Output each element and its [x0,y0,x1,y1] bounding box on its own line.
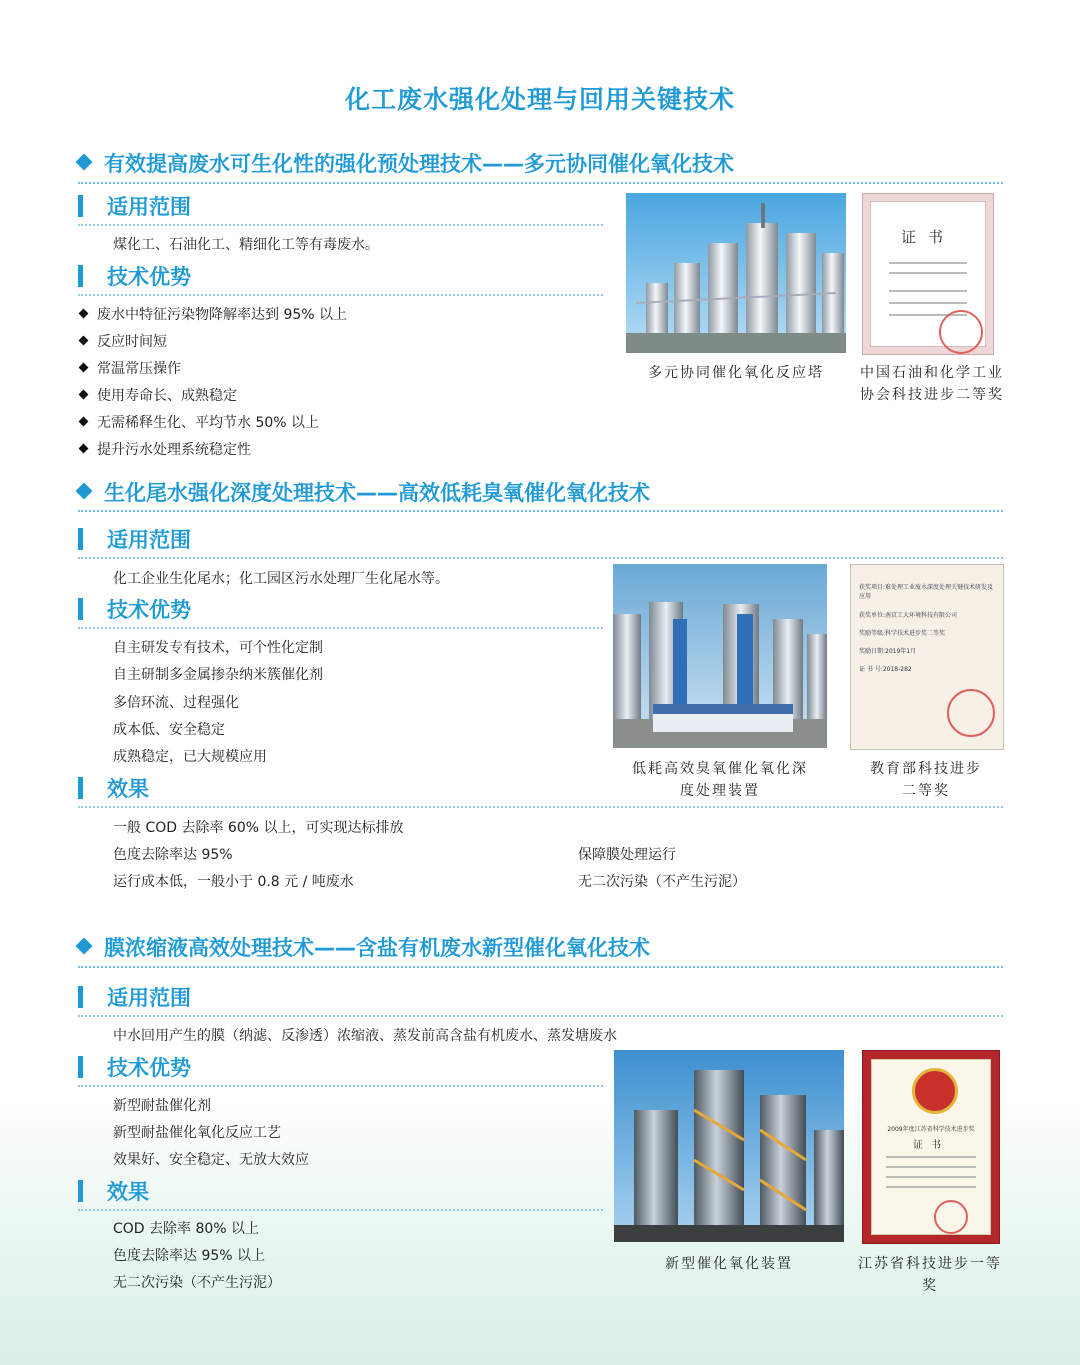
effect-item: COD 去除率 80% 以上 [113,1221,260,1237]
list-item: 自主研制多金属掺杂纳米簇催化剂 [113,667,323,683]
section-3-heading: 膜浓缩液高效处理技术——含盐有机废水新型催化氧化技术 [78,932,650,962]
bar-icon [78,1180,83,1202]
cert-title: 证书 [900,228,955,246]
section-3-scope-text: 中水回用产生的膜（纳滤、反渗透）浓缩液、蒸发前高含盐有机废水、蒸发塘废水 [113,1028,617,1044]
section-2-scope-text: 化工企业生化尾水；化工园区污水处理厂生化尾水等。 [113,571,449,587]
award-certificate [862,1050,1000,1244]
divider [78,1085,603,1087]
effect-item: 保障膜处理运行 [578,847,676,863]
bar-icon [78,1056,83,1078]
bullet-icon [79,417,89,427]
emblem-icon [912,1068,958,1114]
effect-item: 色度去除率达 95% 以上 [113,1248,266,1264]
divider [78,806,1003,808]
photo-caption: 多元协同催化氧化反应塔 [648,365,824,381]
seal-icon [934,1200,968,1234]
list-item: 效果好、安全稳定、无放大效应 [113,1152,309,1168]
list-item: 多倍环流、过程强化 [113,695,239,711]
cert-caption: 江苏省科技进步一等奖 [858,1256,1002,1294]
bar-icon [78,528,83,550]
photo-caption: 新型催化氧化装置 [665,1256,793,1272]
bullet-icon [79,363,89,373]
divider [78,1015,1003,1017]
diamond-icon [76,154,93,171]
divider [78,294,603,296]
bullet-icon [79,309,89,319]
cert-line: 获奖项目:难处理工业废水深度处理关键技术研发及应用 [859,584,994,600]
list-item: 反应时间短 [80,331,167,351]
section-2-effect-label: 效果 [78,773,149,803]
bullet-icon [79,336,89,346]
catalytic-device-photo [614,1050,844,1242]
divider [78,182,1003,184]
divider [78,627,603,629]
section-1-scope-text: 煤化工、石油化工、精细化工等有毒废水。 [113,237,379,253]
effect-item: 无二次污染（不产生污泥） [113,1275,281,1291]
bullet-icon [79,390,89,400]
list-item: 成本低、安全稳定 [113,722,225,738]
section-2-adv-label: 技术优势 [78,594,191,624]
divider [78,224,603,226]
ozone-device-photo [613,564,827,748]
list-item: 无需稀释生化、平均节水 50% 以上 [80,412,319,432]
divider [78,966,1003,968]
page-title: 化工废水强化处理与回用关键技术 [344,85,735,114]
list-item: 新型耐盐催化剂 [113,1098,211,1114]
divider [78,557,1003,559]
cert-line: 证 书 号:2018-282 [859,666,912,673]
list-item: 使用寿命长、成熟稳定 [80,385,237,405]
cert-caption: 中国石油和化学工业协会科技进步二等奖 [860,365,1004,403]
list-item: 新型耐盐催化氧化反应工艺 [113,1125,281,1141]
seal-icon [947,689,995,737]
bar-icon [78,777,83,799]
list-item: 废水中特征污染物降解率达到 95% 以上 [80,304,347,324]
cert-line: 奖励等级:科学技术进步奖二等奖 [859,630,946,637]
effect-item: 无二次污染（不产生污泥） [578,874,746,890]
list-item: 自主研发专有技术，可个性化定制 [113,640,323,656]
cert-title: 证书 [913,1140,949,1151]
divider [78,1209,603,1211]
diamond-icon [76,938,93,955]
effect-item: 色度去除率达 95% [113,847,233,863]
section-3-scope-label: 适用范围 [78,982,191,1012]
cert-caption: 教育部科技进步二等奖 [870,761,982,799]
bar-icon [78,195,83,217]
cert-line: 奖励日期:2019年1月 [859,648,917,655]
section-2-heading: 生化尾水强化深度处理技术——高效低耗臭氧催化氧化技术 [78,477,650,507]
diamond-icon [76,483,93,500]
cert-top-line: 2009年度江苏省科学技术进步奖 [887,1126,975,1133]
list-item: 成熟稳定，已大规模应用 [113,749,267,765]
divider [78,510,1003,512]
effect-item: 运行成本低，一般小于 0.8 元 / 吨废水 [113,874,354,890]
bar-icon [78,986,83,1008]
bar-icon [78,265,83,287]
award-certificate [850,564,1004,750]
bullet-icon [79,444,89,454]
award-certificate [862,193,994,355]
list-item: 提升污水处理系统稳定性 [80,439,251,459]
list-item: 常温常压操作 [80,358,181,378]
section-1-heading: 有效提高废水可生化性的强化预处理技术——多元协同催化氧化技术 [78,148,734,178]
reactor-tower-photo [626,193,846,353]
effect-item: 一般 COD 去除率 60% 以上，可实现达标排放 [113,820,404,836]
photo-caption: 低耗高效臭氧催化氧化深度处理装置 [632,761,808,799]
bar-icon [78,598,83,620]
cert-line: 获奖单位:南京工大环境科技有限公司 [859,612,958,619]
section-3-adv-label: 技术优势 [78,1052,191,1082]
section-2-scope-label: 适用范围 [78,524,191,554]
seal-icon [939,310,983,354]
section-1-scope-label: 适用范围 [78,191,191,221]
section-3-effect-label: 效果 [78,1176,149,1206]
section-1-adv-label: 技术优势 [78,261,191,291]
